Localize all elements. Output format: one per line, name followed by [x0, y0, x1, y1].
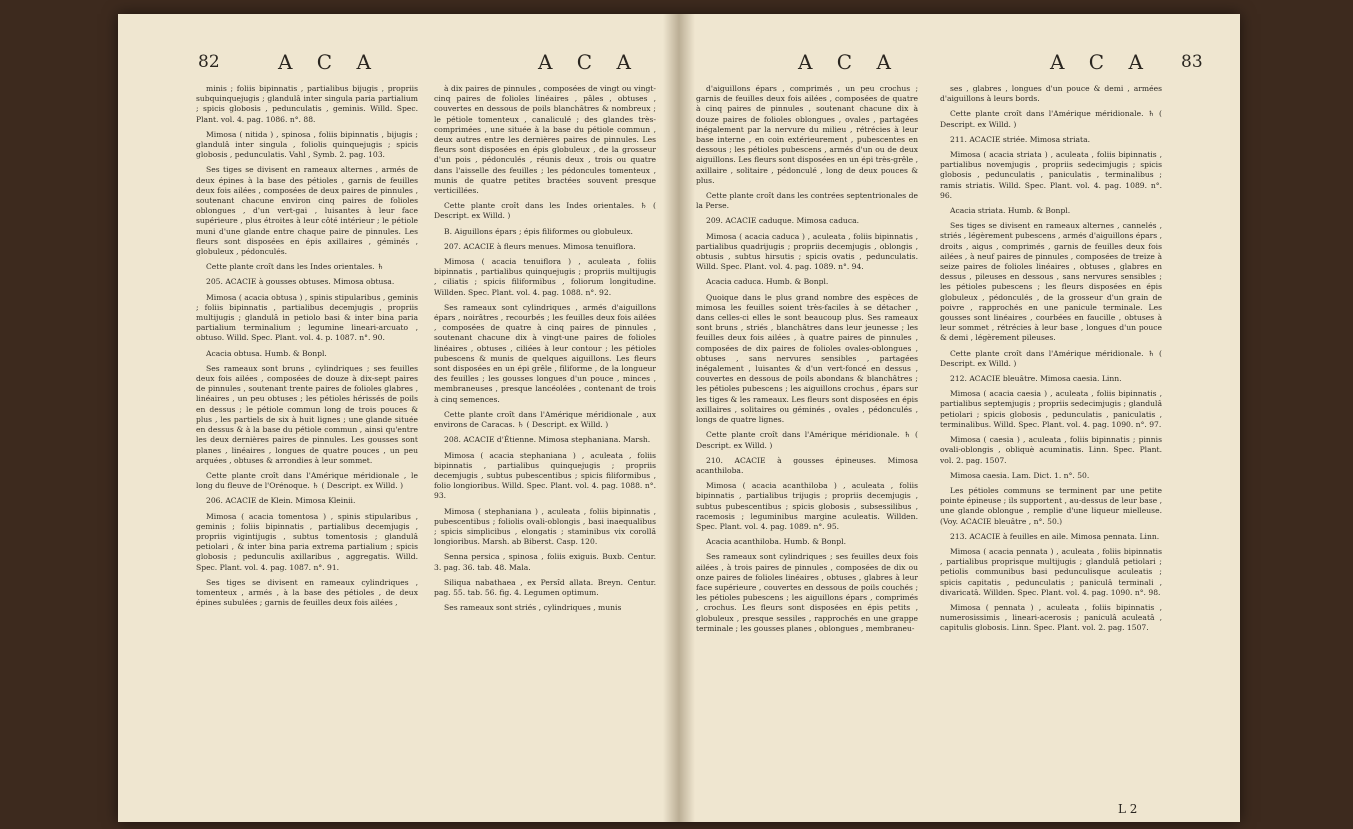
paragraph: 206. ACACIE de Klein. Mimosa Kleinii. — [206, 496, 356, 506]
paragraph: Mimosa ( acacia pennata ) , aculeata , foliis bipinnatis , partialibus proprisque multijugis ; glandulâ petiolari ; petiolis communibus basi pedunculisque aculeatis ; spicis capitatis , pedunculatis ; paniculâ terminali , divaricatâ. Willden. Spec. Plant. vol. 4. pag. 1090. n°. 98. — [940, 546, 1162, 597]
paragraph: 208. ACACIE d'Étienne. Mimosa stephaniana. Marsh. — [444, 435, 651, 445]
paragraph: Ses tiges se divisent en rameaux alternes , cannelés , striés , légèrement pubescens , armés d'aiguillons épars , droits , aigus , comprimés , garnis de feuilles deux fois ailées , à neuf paires de pinnules , composées de treize à seize paires de folioles linéaires , obtuses , glabres en dessus , pileuses en dessous , sans nervures sensibles ; les pétioles pubescens ; les fleurs disposées en épis globuleux , pédonculés , de la grosseur d'un grain de poivre , rapprochés en une panicule terminale. Les gousses sont linéaires , courbées en faucille , obtuses à leur sommet , rétrécies à leur base , longues d'un pouce & demi , légèrement pileuses. — [940, 221, 1162, 343]
paragraph: Cette plante croît dans les Indes orientales. ♄ ( Descript. ex Willd. ) — [434, 201, 656, 221]
paragraph: Mimosa ( acacia tomentosa ) , spinis stipularibus , geminis ; foliis bipinnatis , partialibus decemjugis , propriis vigintijugis , subtus tomentosis ; glandulâ petiolari , & inter bina paria extrema partialium ; spicis globosis ; pedunculis axillaribus , aggregatis. Willd. Spec. Plant. vol. 4. pag. 1087. n°. 91. — [196, 511, 418, 572]
right-page — [678, 14, 1240, 822]
paragraph: Les pétioles communs se terminent par une petite pointe épineuse ; ils supportent , au-dessus de leur base , une glande oblongue , remplie d'une liqueur mielleuse. (Voy. ACACIE bleuâtre , n°. 50.) — [940, 485, 1162, 526]
paragraph: minis ; foliis bipinnatis , partialibus bijugis , propriis subquinquejugis ; glandulâ inter singula paria partialium ; spicis globosis , pedunculatis , geminis. Willd. Spec. Plant. vol. 4. pag. 1086. n°. 88. — [196, 84, 418, 124]
paragraph: Mimosa ( nitida ) , spinosa , foliis bipinnatis , bijugis ; glandulâ inter singula , foliolis quinquejugis ; spicis globosis , pedunculatis. Vahl , Symb. 2. pag. 103. — [196, 129, 418, 160]
paragraph: Acacia acanthiloba. Humb. & Bonpl. — [706, 537, 846, 547]
paragraph: Mimosa ( pennata ) , aculeata , foliis bipinnatis , numerosissimis , lineari-acerosis ; paniculâ aculeatâ , capitulis globosis. Linn. Spec. Plant. vol. 2. pag. 1507. — [940, 602, 1162, 633]
paragraph: Ses rameaux sont cylindriques , armés d'aiguillons épars , noirâtres , recourbés ; les feuilles deux fois ailées , composées de quatre à cinq paires de pinnules , soutenant chacune dix à vingt-une paires de folioles linéaires , obtuses , ciliées à leur contour ; les pétioles pubescens & munis de quelques aiguillons. Les fleurs sont disposées en un épi grêle , filiforme , de la longueur des feuilles ; les gousses longues d'un pouce , minces , membraneuses , presque lancéolées , contenant de trois à cinq semences. — [434, 302, 656, 404]
right-column-1 — [696, 84, 918, 784]
paragraph: Cette plante croît dans les Indes orientales. ♄ — [206, 262, 384, 272]
paragraph: Cette plante croît dans l'Amérique méridionale. ♄ ( Descript. ex Willd. ) — [696, 430, 918, 450]
left-page — [118, 14, 678, 822]
paragraph: 211. ACACIE striée. Mimosa striata. — [950, 134, 1091, 144]
paragraph: Ses rameaux sont bruns , cylindriques ; ses feuilles deux fois ailées , composées de douze à dix-sept paires de pinnules , soutenant trente paires de folioles glabres , linéaires , un peu obtuses ; les pétioles hérissés de poils en dessus ; le pétiole commun long de trois pouces & plus , les partiels de six à huit lignes ; une glande située en dessus & à la base du pétiole commun , ainsi qu'entre les deux dernières paires de pinnules. Les gousses sont planes , linéaires , longues de quatre pouces , un peu arquées , obtuses & arrondies à leur sommet. — [196, 363, 418, 465]
paragraph: Ses rameaux sont striés , cylindriques , munis — [444, 603, 622, 613]
paragraph: 210. ACACIE à gousses épineuses. Mimosa acanthiloba. — [696, 455, 918, 475]
paragraph: Mimosa ( acacia caduca ) , aculeata , foliis bipinnatis , partialibus quadrijugis ; propriis decemjugis , oblongis , obtusis , subtus hirsutis ; spicis ovatis , pedunculatis. Willd. Spec. Plant. vol. 4. pag. 1089. n°. 94. — [696, 231, 918, 272]
paragraph: 209. ACACIE caduque. Mimosa caduca. — [706, 216, 860, 226]
paragraph: Cette plante croît dans les contrées septentrionales de la Perse. — [696, 191, 918, 211]
paragraph: Ses rameaux sont cylindriques ; ses feuilles deux fois ailées , à trois paires de pinnules , composées de dix ou onze paires de folioles linéaires , obtuses , glabres à leur face supérieure , couvertes en dessous de poils couchés ; les pétioles pubescens ; les aiguillons épars , comprimés , crochus. Les fleurs sont disposées en épis petits , globuleux , presque sessiles , rapprochés en une grappe terminale ; les gousses planes , oblongues , membraneu- — [696, 552, 918, 633]
right-column-2 — [940, 84, 1162, 784]
paragraph: Mimosa caesia. Lam. Dict. 1. n°. 50. — [950, 470, 1090, 480]
paragraph: Cette plante croît dans l'Amérique méridionale , aux environs de Caracas. ♄ ( Descript. ex Willd. ) — [434, 409, 656, 430]
paragraph: Quoique dans le plus grand nombre des espèces de mimosa les feuilles soient très-faciles à se détacher , dans celles-ci elles le sont beaucoup plus. Ses rameaux sont bruns , striés , blanchâtres dans leur jeunesse ; les feuilles deux fois ailées , à quatre paires de pinnules , composées de dix paires de folioles ovales-oblongues , obtuses , sans nervures sensibles , partagées inégalement , luisantes & d'un vert-foncé en dessus , couvertes en dessous de poils abondans & blanchâtres ; les pétioles pubescens ; les aiguillons crochus , épars sur les tiges & les rameaux. Les fleurs sont disposées en épis axillaires , solitaires ou géminés , ovales , pédonculés , longs de quatre lignes. — [696, 292, 918, 425]
paragraph: Ses tiges se divisent en rameaux cylindriques , tomenteux , armés , à la base des pétioles , de deux épines subulées ; garnis de feuilles deux fois ailées , — [196, 577, 418, 608]
paragraph: Mimosa ( acacia tenuiflora ) , aculeata , foliis bipinnatis , partialibus quinquejugis ; propriis multijugis , ciliatis ; spicis filiformibus , foliorum longitudine. Willden. Spec. Plant. vol. 4. pag. 1088. n°. 92. — [434, 257, 656, 297]
paragraph: Mimosa ( stephaniana ) , aculeata , foliis bipinnatis , pubescentibus ; foliolis ovali-oblongis , basi inaequalibus ; spicis simplicibus , elongatis ; staminibus vix corollâ longioribus. Marsh. ab Biberst. Casp. 120. — [434, 506, 656, 547]
paragraph: 207. ACACIE à fleurs menues. Mimosa tenuiflora. — [444, 241, 636, 251]
running-head-left-col2: A C A — [538, 50, 640, 74]
paragraph: Mimosa ( acacia obtusa ) , spinis stipularibus , geminis ; foliis bipinnatis , partialibus decemjugis , propriis multijugis ; glandulâ in petiolo basi & inter bina paria partialium terminalium ; legumine lineari-arcuato , obtuso. Willd. Spec. Plant. vol. 4. p. 1087. n°. 90. — [196, 292, 418, 343]
running-head-right: A C A — [1050, 50, 1152, 74]
paragraph: Mimosa ( caesia ) , aculeata , foliis bipinnatis ; pinnis ovali-oblongis , obliquè acuminatis. Linn. Spec. Plant. vol. 2. pag. 1507. — [940, 435, 1162, 465]
paragraph: ses , glabres , longues d'un pouce & demi , armées d'aiguillons à leurs bords. — [940, 84, 1162, 104]
paragraph: 205. ACACIE à gousses obtuses. Mimosa obtusa. — [206, 277, 395, 287]
running-head-right-col1: A C A — [798, 50, 900, 74]
paragraph: B. Aiguillons épars ; épis filiformes ou globuleux. — [444, 226, 633, 236]
paragraph: Cette plante croît dans l'Amérique méridionale. ♄ ( Descript. ex Willd. ) — [940, 348, 1162, 368]
paragraph: à dix paires de pinnules , composées de vingt ou vingt-cinq paires de folioles linéaires , pâles , obtuses , couvertes en dessous de poils blanchâtres & nombreux ; le pétiole tomenteux , canaliculé ; des glandes très-comprimées , une située à la base du pétiole commun , deux autres entre les dernières paires de pinnules. Les fleurs sont disposées en épis globuleux , de la grosseur d'un pois , pédonculés , réunis deux , trois ou quatre dans l'aisselle des feuilles ; les pédoncules tomenteux , munis de quatre petites bractées souvent presque verticillées. — [434, 84, 656, 196]
paragraph: Ses tiges se divisent en rameaux alternes , armés de deux épines à la base des pétioles , garnis de feuilles deux fois ailées , composées de deux paires de pinnules , soutenant chacune environ cinq paires de folioles oblongues , d'un vert-gai , luisantes à leur face supérieure , plus étroites à leur côté intérieur ; le pétiole muni d'une glande entre chaque paire de pinnules. Les fleurs sont disposées en épis axillaires , géminés , globuleux , pédonculés. — [196, 165, 418, 257]
signature-mark: L 2 — [1118, 802, 1138, 816]
paragraph: Siliqua nabathaea , ex Persîd allata. Breyn. Centur. pag. 55. tab. 56. fig. 4. Legumen optimum. — [434, 577, 656, 597]
left-column-2 — [434, 84, 656, 784]
paragraph: Mimosa ( acacia striata ) , aculeata , foliis bipinnatis , partialibus novemjugis , propriis sedecimjugis ; spicis globosis , pedunculatis , paniculatis , terminalibus ; ramis striatis. Willd. Spec. Plant. vol. 4. pag. 1089. n°. 96. — [940, 150, 1162, 200]
paragraph: Senna persica , spinosa , foliis exiguis. Buxb. Centur. 3. pag. 36. tab. 48. Mala. — [434, 552, 656, 572]
paragraph: Acacia caduca. Humb. & Bonpl. — [706, 277, 829, 287]
paragraph: Mimosa ( acacia acanthiloba ) , aculeata , foliis bipinnatis , partialibus trijugis ; propriis decemjugis , subtus pubescentibus ; spicis globosis , subsessilibus , racemosis ; leguminibus margine aculeatis. Willden. Spec. Plant. vol. 4. pag. 1089. n°. 95. — [696, 481, 918, 531]
paragraph: Cette plante croît dans l'Amérique méridionale. ♄ ( Descript. ex Willd. ) — [940, 109, 1162, 129]
paragraph: Acacia obtusa. Humb. & Bonpl. — [206, 348, 327, 358]
paragraph: 212. ACACIE bleuâtre. Mimosa caesia. Linn. — [950, 374, 1122, 384]
left-column-1 — [196, 84, 418, 784]
book-spread — [118, 14, 1240, 822]
paragraph: Mimosa ( acacia caesia ) , aculeata , foliis bipinnatis , partialibus septemjugis ; propriis sedecimjugis ; glandulâ petiolari ; spicis globosis , pedunculatis , paniculatis , terminalibus. Willd. Spec. Plant. vol. 4. pag. 1090. n°. 97. — [940, 389, 1162, 429]
running-head-left: A C A — [278, 50, 380, 74]
page-number-right: 83 — [1181, 52, 1203, 72]
paragraph: Mimosa ( acacia stephaniana ) , aculeata , foliis bipinnatis , partialibus quinquejugis ; propriis decemjugis , subtus pubescentibus ; spicis filiformibus , folio longioribus. Willd. Spec. Plant. vol. 4. pag. 1088. n°. 93. — [434, 450, 656, 501]
page-number-left: 82 — [198, 52, 220, 72]
paragraph: Acacia striata. Humb. & Bonpl. — [950, 206, 1071, 216]
paragraph: Cette plante croît dans l'Amérique méridionale , le long du fleuve de l'Orénoque. ♄ ( Descript. ex Willd. ) — [196, 470, 418, 491]
paragraph: 213. ACACIE à feuilles en aile. Mimosa pennata. Linn. — [950, 531, 1160, 541]
paragraph: d'aiguillons épars , comprimés , un peu crochus ; garnis de feuilles deux fois ailées , composées de quatre à cinq paires de pinnules , soutenant chacune dix à douze paires de folioles oblongues , ovales , partagées inégalement par la nervure du milieu , rétrécies à leur base interne , en coin extérieurement , pubescentes en dessous ; les pétioles pubescens , armés d'un ou de deux aiguillons. Les fleurs sont disposées en un épi très-grêle , axillaire , solitaire , pédonculé , long de deux pouces & plus. — [696, 84, 918, 185]
